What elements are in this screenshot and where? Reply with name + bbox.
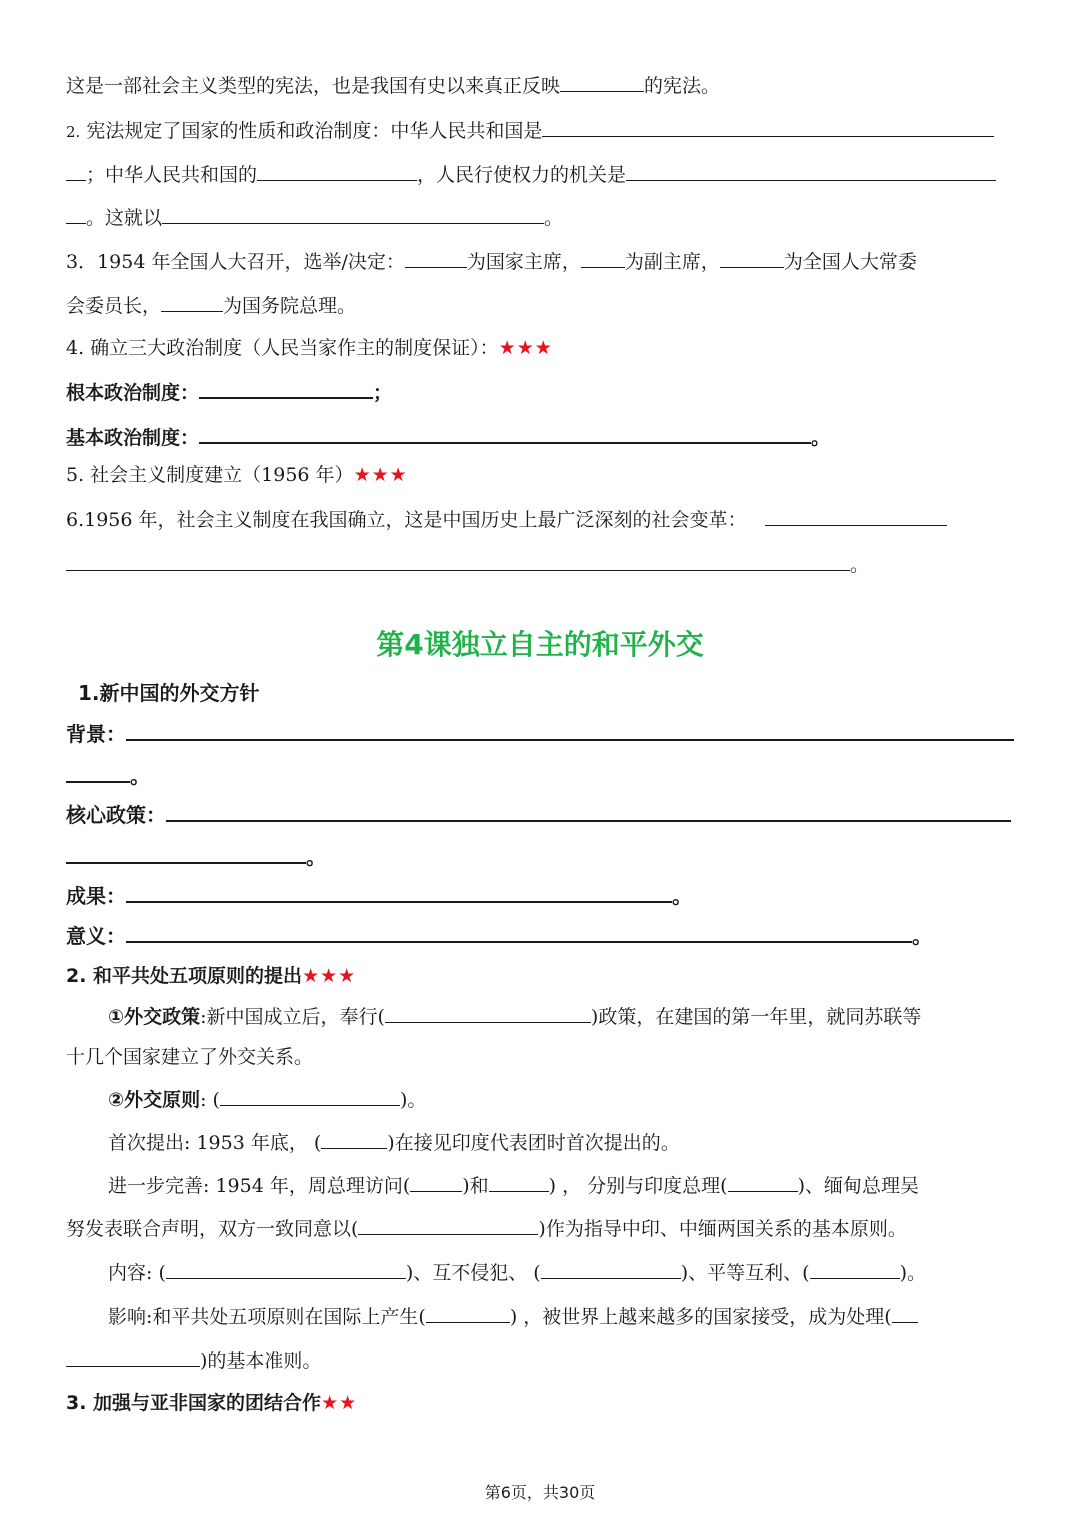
- text: 进一步完善: 1954 年，周总理访问(: [108, 1175, 411, 1197]
- section-1-heading: 1.新中国的外交方针: [78, 681, 260, 705]
- text: 3．1954 年全国人大召开，选举/决定：: [66, 251, 405, 273]
- section-2-heading: [66, 962, 1020, 990]
- blank[interactable]: [728, 1171, 798, 1192]
- heading-text: 2. 和平共处五项原则的提出: [66, 965, 303, 987]
- text: 的宪法。: [644, 75, 721, 97]
- text: )在接见印度代表团时首次提出的。: [387, 1132, 680, 1154]
- text: )的基本准则。: [200, 1350, 322, 1372]
- policy-row: [108, 1002, 1020, 1031]
- heading-text: 3. 加强与亚非国家的团结合作: [66, 1392, 322, 1414]
- text: )和: [462, 1175, 489, 1197]
- label: ②外交原则: [108, 1089, 201, 1111]
- text: )政策，在建国的第一年里，就同苏联等: [590, 1006, 922, 1028]
- text: 。: [811, 427, 831, 449]
- text: ；: [373, 382, 393, 404]
- text: 5. 社会主义制度建立（1956 年）: [66, 464, 354, 486]
- blank[interactable]: [199, 422, 811, 444]
- text: 4. 确立三大政治制度（人民当家作主的制度保证）：: [66, 337, 499, 359]
- blank[interactable]: [66, 761, 130, 783]
- line-8: [66, 377, 1020, 407]
- core-policy-row: [66, 800, 1020, 829]
- blank[interactable]: [410, 1171, 462, 1192]
- text: 为副主席，: [624, 251, 720, 273]
- blank[interactable]: [358, 1214, 538, 1235]
- text: 宪法规定了国家的性质和政治制度：中华人民共和国是: [86, 120, 543, 142]
- text: 为国家主席，: [466, 251, 581, 273]
- blank[interactable]: [385, 1002, 591, 1023]
- label: 背景：: [66, 722, 126, 746]
- text: )、缅甸总理吴: [797, 1175, 919, 1197]
- text: ；中华人民共和国的: [86, 164, 258, 186]
- influence-row-cont: [66, 1346, 1020, 1375]
- text: ，人民行使权力的机关是: [417, 164, 627, 186]
- blank[interactable]: [66, 203, 86, 224]
- blank[interactable]: [126, 921, 912, 943]
- line-1: [66, 71, 1020, 100]
- blank[interactable]: [126, 719, 1014, 741]
- blank[interactable]: [541, 1258, 681, 1279]
- line-5: [66, 247, 1020, 276]
- meaning-row: [66, 921, 1020, 950]
- blank[interactable]: [581, 247, 625, 268]
- blank[interactable]: [426, 1302, 510, 1323]
- star-rating-icon: ★★★: [498, 337, 553, 359]
- blank[interactable]: [892, 1302, 918, 1323]
- text: )、平等互利、(: [680, 1262, 810, 1284]
- label: 成果：: [66, 884, 126, 908]
- blank[interactable]: [199, 377, 373, 399]
- text: 。: [912, 924, 932, 948]
- text: 。: [306, 845, 326, 869]
- star-rating-icon: ★★★: [353, 464, 408, 486]
- page-footer: 第6页，共30页: [484, 1483, 596, 1502]
- section-3-heading: [66, 1389, 1020, 1417]
- blank[interactable]: [810, 1258, 900, 1279]
- blank[interactable]: [166, 800, 1011, 822]
- blank[interactable]: [560, 71, 644, 92]
- blank[interactable]: [166, 1258, 406, 1279]
- label: 基本政治制度：: [66, 427, 200, 449]
- text: 首次提出: 1953 年底， (: [108, 1132, 322, 1154]
- text: 。: [850, 554, 870, 576]
- text: 这是一部社会主义类型的宪法，也是我国有史以来真正反映: [66, 75, 561, 97]
- blank[interactable]: [126, 881, 672, 903]
- blank[interactable]: [765, 505, 947, 526]
- blank[interactable]: [66, 842, 306, 864]
- further-improved-row-cont: [66, 1214, 1020, 1243]
- blank[interactable]: [321, 1128, 387, 1149]
- text: ) ，被世界上越来越多的国家接受，成为处理(: [509, 1306, 892, 1328]
- line-2: [66, 116, 1020, 146]
- text: )。: [399, 1089, 427, 1111]
- text: :新中国成立后，奉行(: [200, 1006, 385, 1028]
- blank[interactable]: [405, 247, 467, 268]
- content-row: [108, 1258, 1020, 1287]
- line-11: [66, 505, 1020, 534]
- influence-row: [108, 1302, 1020, 1331]
- background-row-cont: [66, 761, 1020, 790]
- further-improved-row: [108, 1171, 1020, 1200]
- lesson-title: 第4课独立自主的和平外交: [376, 628, 704, 661]
- label: 核心政策：: [66, 803, 166, 827]
- background-row: [66, 719, 1020, 748]
- result-row: [66, 881, 1020, 910]
- text: 为国务院总理。: [223, 295, 357, 317]
- text: )。: [899, 1262, 926, 1284]
- text: )作为指导中印、中缅两国关系的基本原则。: [538, 1218, 907, 1240]
- label: ①外交政策: [108, 1006, 201, 1028]
- blank[interactable]: [489, 1171, 549, 1192]
- star-rating-icon: ★★★: [302, 965, 357, 987]
- text: : (: [200, 1089, 220, 1111]
- text: 会委员长，: [66, 295, 162, 317]
- line-12: [66, 550, 1020, 579]
- line-4: [66, 203, 1020, 232]
- text: 。: [130, 764, 150, 788]
- label: 意义：: [66, 924, 126, 948]
- text: 6.1956 年，社会主义制度在我国确立，这是中国历史上最广泛深刻的社会变革：: [66, 509, 747, 531]
- line-7: [66, 334, 1020, 362]
- item-number: 2.: [66, 123, 81, 141]
- blank[interactable]: [66, 160, 86, 181]
- blank[interactable]: [542, 116, 994, 137]
- text: 为全国人大常委: [783, 251, 917, 273]
- text: 。这就以: [86, 207, 163, 229]
- text: 。: [672, 884, 692, 908]
- star-rating-icon: ★★: [321, 1392, 358, 1414]
- blank[interactable]: [220, 1085, 400, 1106]
- blank[interactable]: [626, 160, 996, 181]
- line-10: [66, 461, 1020, 489]
- text: 。: [544, 207, 564, 229]
- policy-row-cont: [66, 1043, 1020, 1071]
- blank[interactable]: [66, 1346, 200, 1367]
- text: 影响:和平共处五项原则在国际上产生(: [108, 1306, 426, 1328]
- line-3: [66, 160, 1020, 189]
- first-proposed-row: [108, 1128, 1020, 1157]
- blank[interactable]: [66, 550, 850, 571]
- blank[interactable]: [161, 291, 223, 312]
- label: 根本政治制度：: [66, 382, 200, 404]
- core-policy-row-cont: [66, 842, 1020, 871]
- blank[interactable]: [257, 160, 417, 181]
- line-6: [66, 291, 1020, 320]
- text: 内容: (: [108, 1262, 166, 1284]
- text: 十几个国家建立了外交关系。: [66, 1046, 314, 1068]
- principle-row: [108, 1085, 1020, 1114]
- text: )、互不侵犯、 (: [405, 1262, 541, 1284]
- text: 努发表联合声明，双方一致同意以(: [66, 1218, 359, 1240]
- blank[interactable]: [162, 203, 544, 224]
- blank[interactable]: [720, 247, 784, 268]
- line-9: [66, 422, 1020, 452]
- text: ) ， 分别与印度总理(: [548, 1175, 728, 1197]
